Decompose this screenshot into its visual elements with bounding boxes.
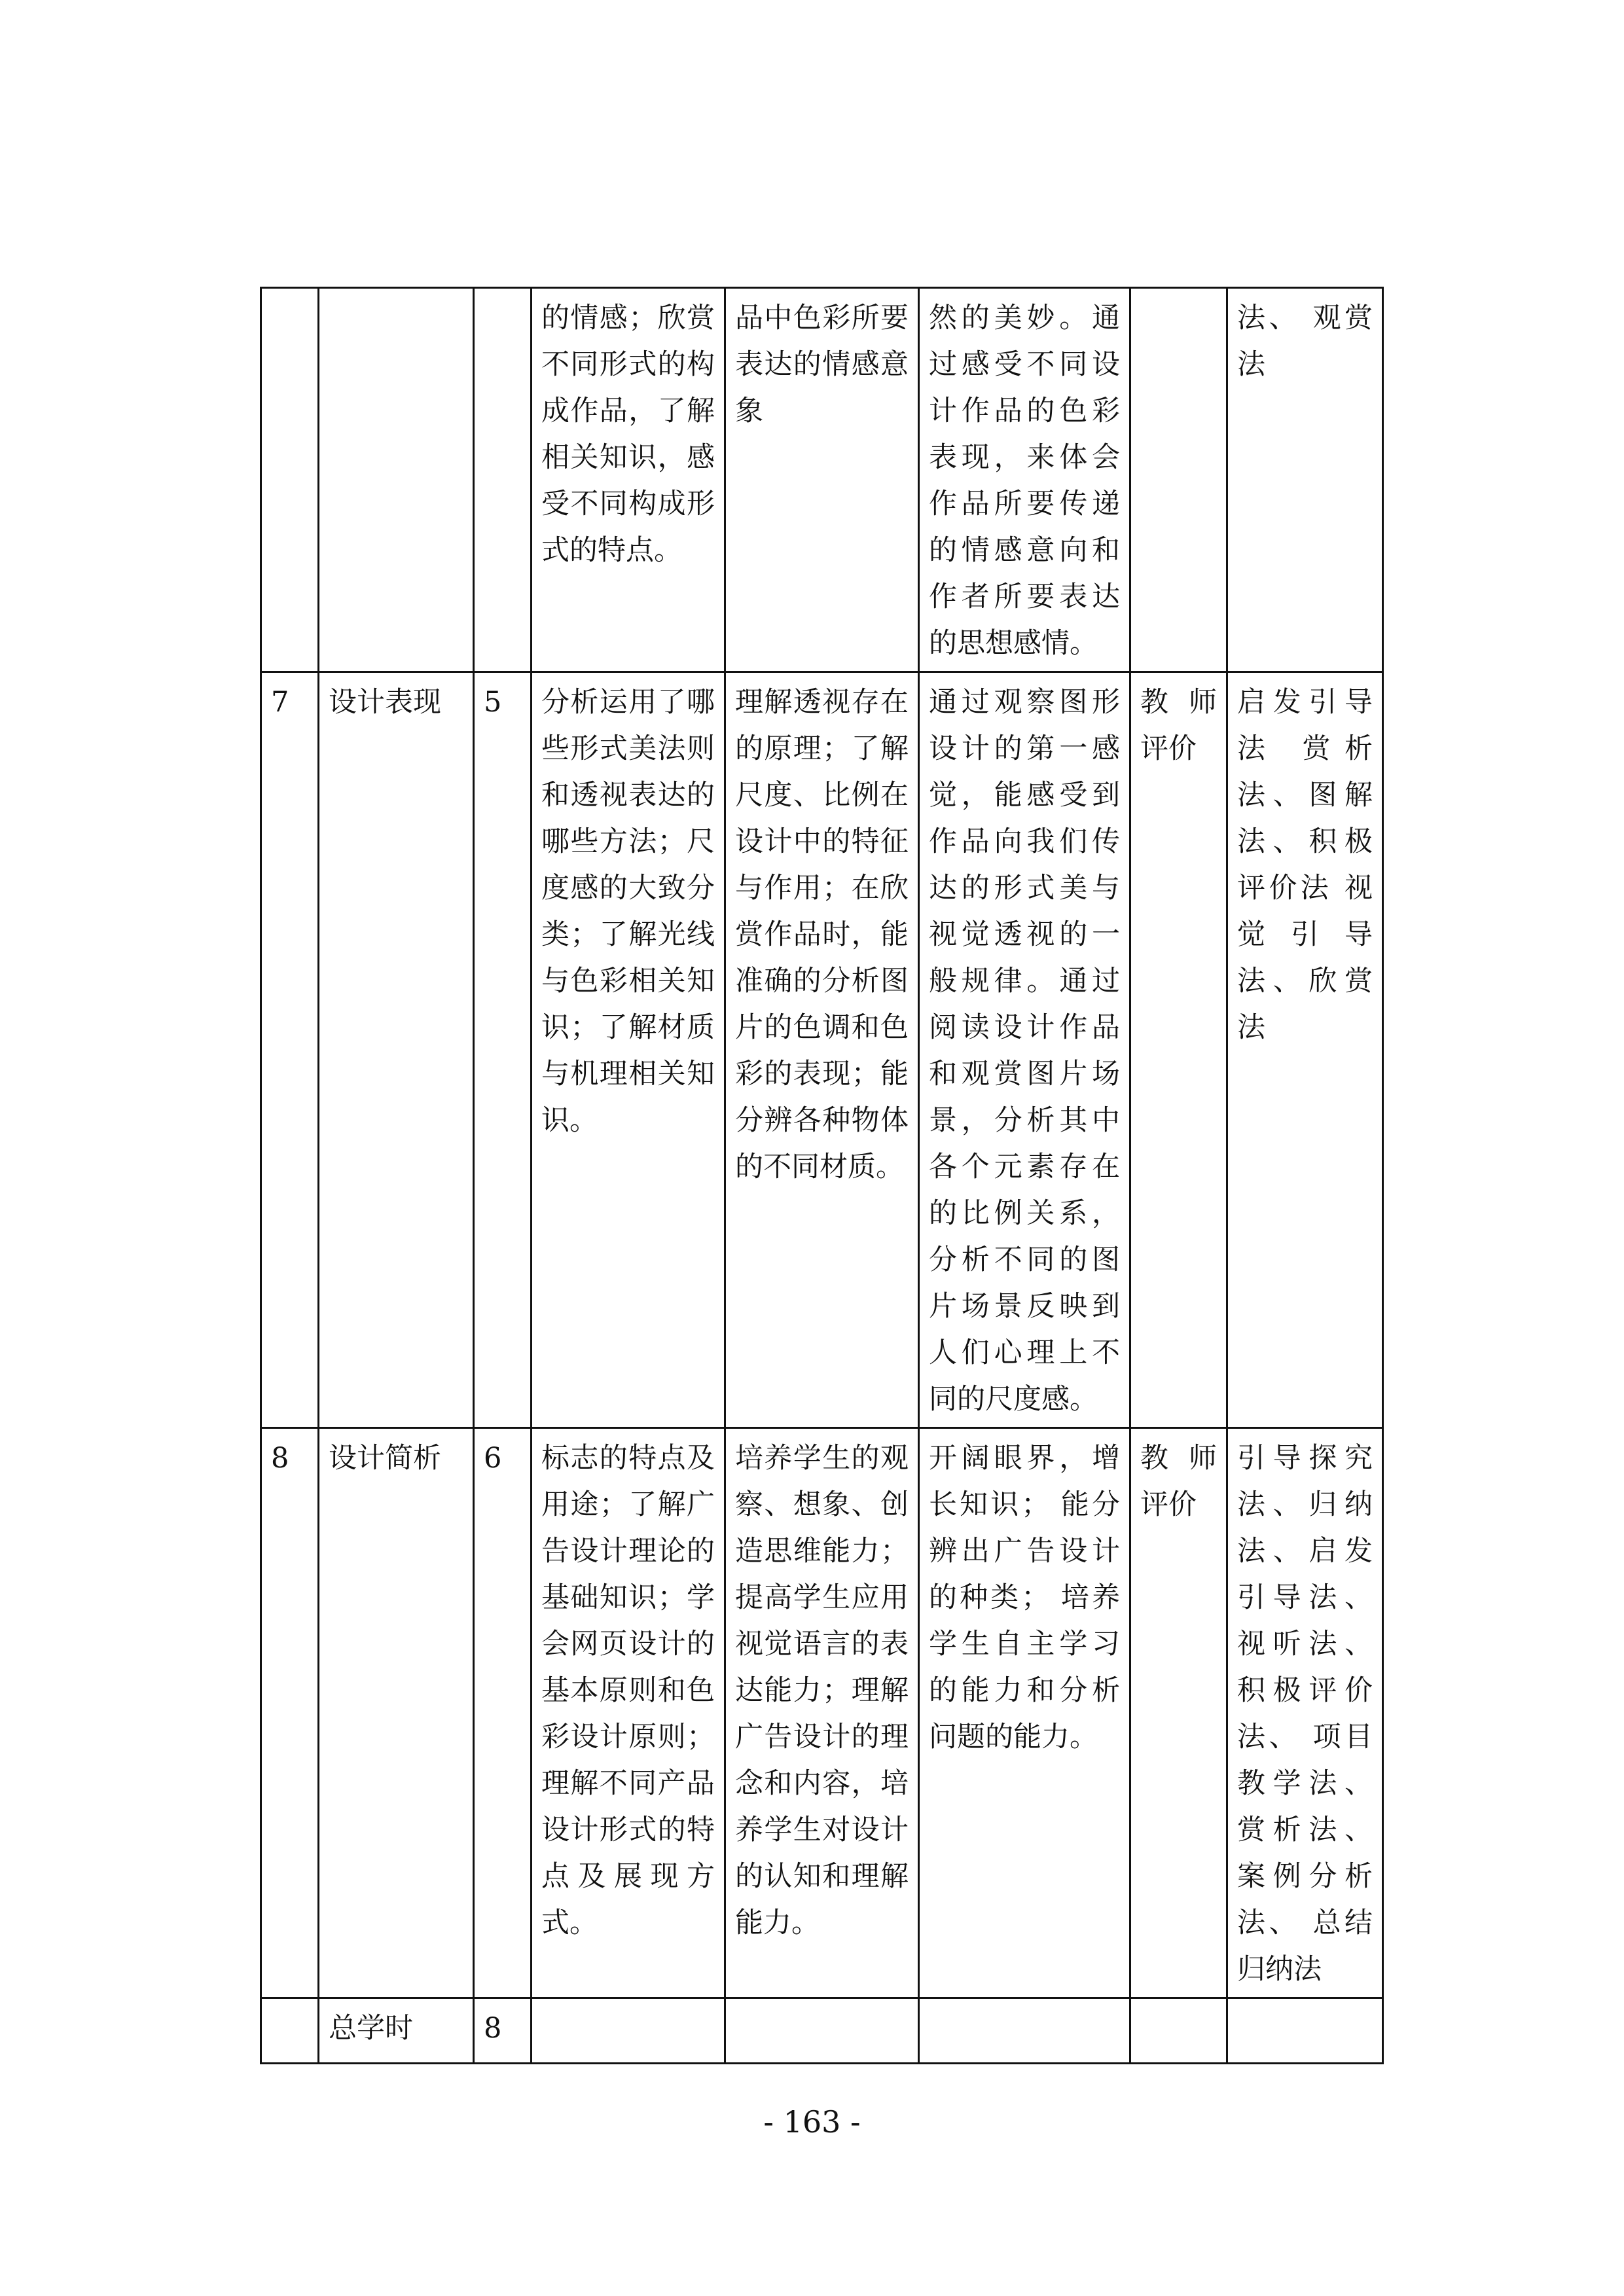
seq-cell (261, 1998, 319, 2064)
table-row (261, 1998, 1383, 2064)
table-row (261, 1428, 1383, 1998)
table-row (261, 288, 1383, 672)
total-hours-label: 总学时 (319, 1998, 474, 2064)
seq-cell: 8 (261, 1428, 319, 1998)
assessment-cell (1130, 1998, 1227, 2064)
total-hours-value: 8 (474, 1998, 532, 2064)
ability-cell (725, 1998, 919, 2064)
knowledge-cell: 的情感；欣赏不同形式的构成作品，了解相关知识，感受不同构成形式的特点。 (532, 288, 725, 672)
method-cell: 启发引导法 赏析法、图解法、积极评价法 视觉引导法、欣赏法 (1227, 672, 1383, 1428)
assessment-cell (1130, 288, 1227, 672)
method-cell: 法、 观赏法 (1227, 288, 1383, 672)
page-number: - 163 - (763, 2104, 861, 2140)
syllabus-table (260, 287, 1384, 2064)
method-cell: 引导探究法、归纳法、启发引导法、视听法、积极评价法、 项目教学法、赏析法、案例分析法、 总结归纳法 (1227, 1428, 1383, 1998)
quality-cell: 开阔眼界，增长知识； 能分辨出广告设计的种类； 培养学生自主学习的能力和分析问题的能力。 (919, 1428, 1130, 1998)
hours-cell (474, 288, 532, 672)
method-cell (1227, 1998, 1383, 2064)
hours-cell: 5 (474, 672, 532, 1428)
quality-cell: 然的美妙。通过感受不同设计作品的色彩表现，来体会作品所要传递的情感意向和作者所要表达的思想感情。 (919, 288, 1130, 672)
knowledge-cell: 标志的特点及用途；了解广告设计理论的基础知识；学会网页设计的基本原则和色彩设计原则；理解不同产品设计形式的特点及展现方式。 (532, 1428, 725, 1998)
knowledge-cell (532, 1998, 725, 2064)
seq-cell (261, 288, 319, 672)
assessment-cell: 教师评价 (1130, 1428, 1227, 1998)
lesson-cell: 设计表现 (319, 672, 474, 1428)
lesson-cell: 设计简析 (319, 1428, 474, 1998)
seq-cell: 7 (261, 672, 319, 1428)
assessment-cell: 教师评价 (1130, 672, 1227, 1428)
quality-cell: 通过观察图形设计的第一感觉，能感受到作品向我们传达的形式美与视觉透视的一般规律。通过阅读设计作品和观赏图片场景，分析其中各个元素存在的比例关系，分析不同的图片场景反映到人们心理上不同的尺度感。 (919, 672, 1130, 1428)
ability-cell: 培养学生的观察、想象、创造思维能力；提高学生应用视觉语言的表达能力；理解广告设计的理念和内容，培养学生对设计的认知和理解能力。 (725, 1428, 919, 1998)
ability-cell: 品中色彩所要表达的情感意象 (725, 288, 919, 672)
quality-cell (919, 1998, 1130, 2064)
table-row (261, 672, 1383, 1428)
knowledge-cell: 分析运用了哪些形式美法则和透视表达的哪些方法；尺度感的大致分类；了解光线与色彩相关知识；了解材质与机理相关知识。 (532, 672, 725, 1428)
hours-cell: 6 (474, 1428, 532, 1998)
lesson-cell (319, 288, 474, 672)
ability-cell: 理解透视存在的原理；了解尺度、比例在设计中的特征与作用；在欣赏作品时，能准确的分析图片的色调和色彩的表现；能分辨各种物体的不同材质。 (725, 672, 919, 1428)
